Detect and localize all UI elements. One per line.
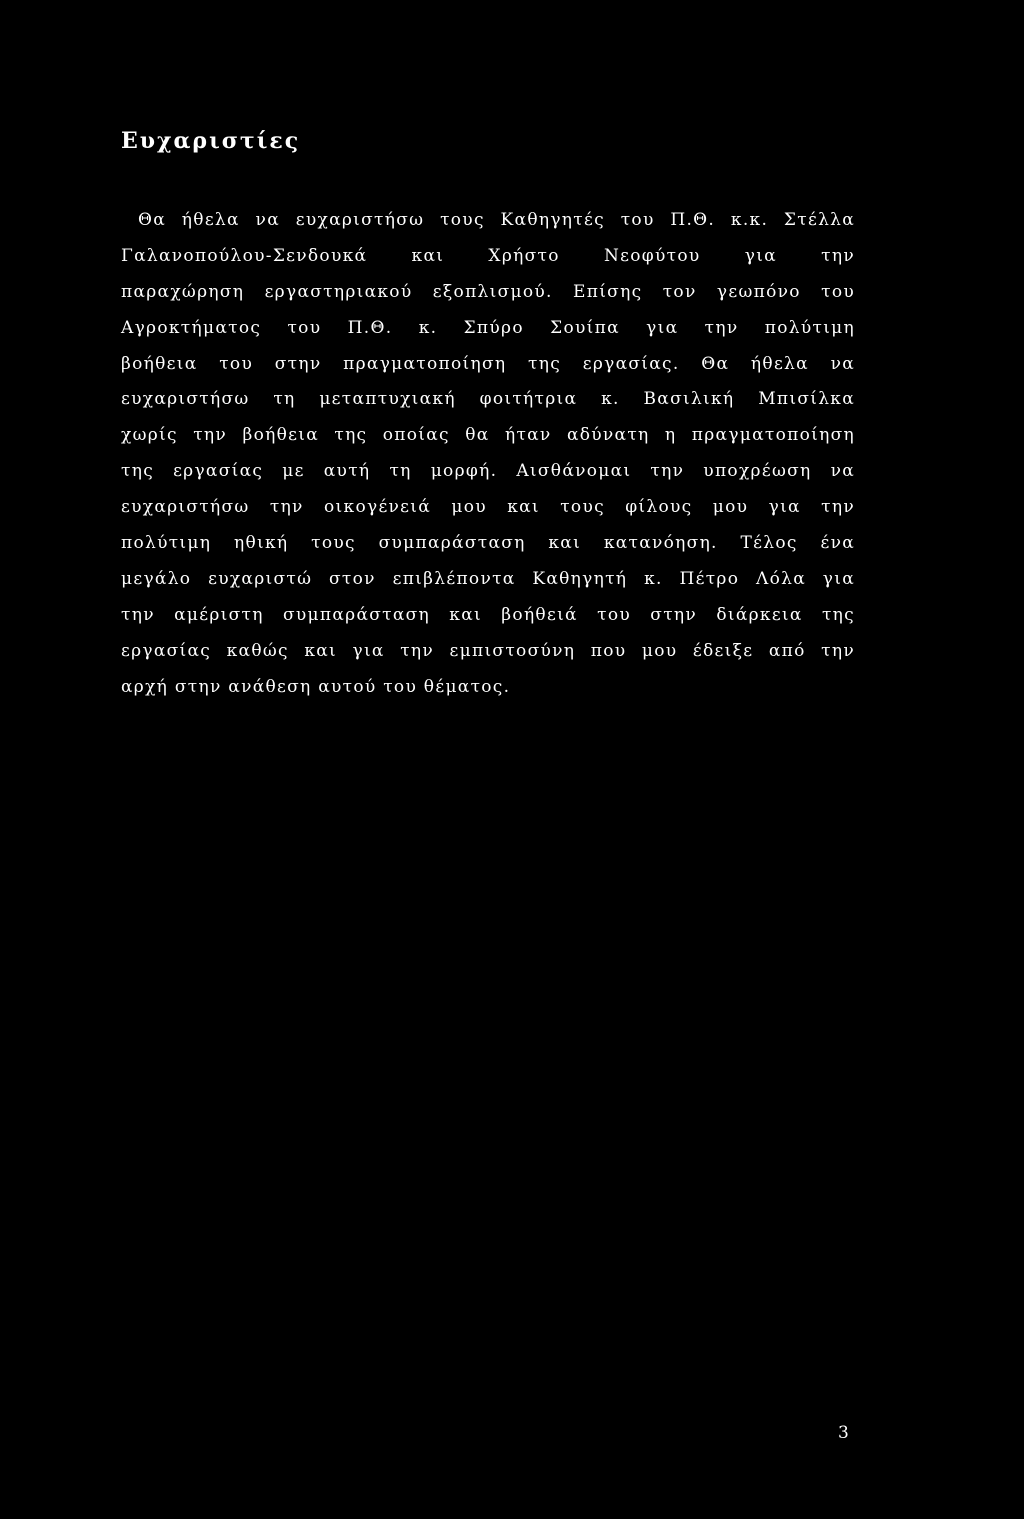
paragraph-line: την αμέριστη συμπαράσταση και βοήθειά του στην διάρκεια της <box>121 604 855 625</box>
paragraph-line: αρχή στην ανάθεση αυτού του θέματος. <box>121 676 511 697</box>
paragraph-line: βοήθεια του στην πραγματοποίηση της εργασίας. Θα ήθελα να <box>121 353 855 374</box>
paragraph-line: ευχαριστήσω την οικογένειά μου και τους φίλους μου για την <box>121 497 855 518</box>
page-heading: Ευχαριστίες <box>121 128 301 154</box>
page-number: 3 <box>838 1423 849 1443</box>
acknowledgements-paragraph <box>121 203 855 705</box>
paragraph-line: χωρίς την βοήθεια της οποίας θα ήταν αδύνατη η πραγματοποίηση <box>121 425 855 446</box>
paragraph-line: πολύτιμη ηθική τους συμπαράσταση και κατανόηση. Τέλος ένα <box>121 533 855 554</box>
paragraph-line: Γαλανοπούλου-Σενδουκά και Χρήστο Νεοφύτου για την <box>121 245 855 266</box>
paragraph-line: της εργασίας με αυτή τη μορφή. Αισθάνομαι την υποχρέωση να <box>121 461 855 482</box>
paragraph-line: μεγάλο ευχαριστώ στον επιβλέποντα Καθηγητή κ. Πέτρο Λόλα για <box>121 568 855 589</box>
paragraph-line: Θα ήθελα να ευχαριστήσω τους Καθηγητές του Π.Θ. κ.κ. Στέλλα <box>138 210 855 230</box>
paragraph-line: εργασίας καθώς και για την εμπιστοσύνη που μου έδειξε από την <box>121 640 855 661</box>
paragraph-line: Αγροκτήματος του Π.Θ. κ. Σπύρο Σουίπα για την πολύτιμη <box>121 317 855 338</box>
paragraph-line: παραχώρηση εργαστηριακού εξοπλισμού. Επίσης τον γεωπόνο του <box>121 281 855 302</box>
paragraph-line: ευχαριστήσω τη μεταπτυχιακή φοιτήτρια κ. Βασιλική Μπισίλκα <box>121 389 855 410</box>
